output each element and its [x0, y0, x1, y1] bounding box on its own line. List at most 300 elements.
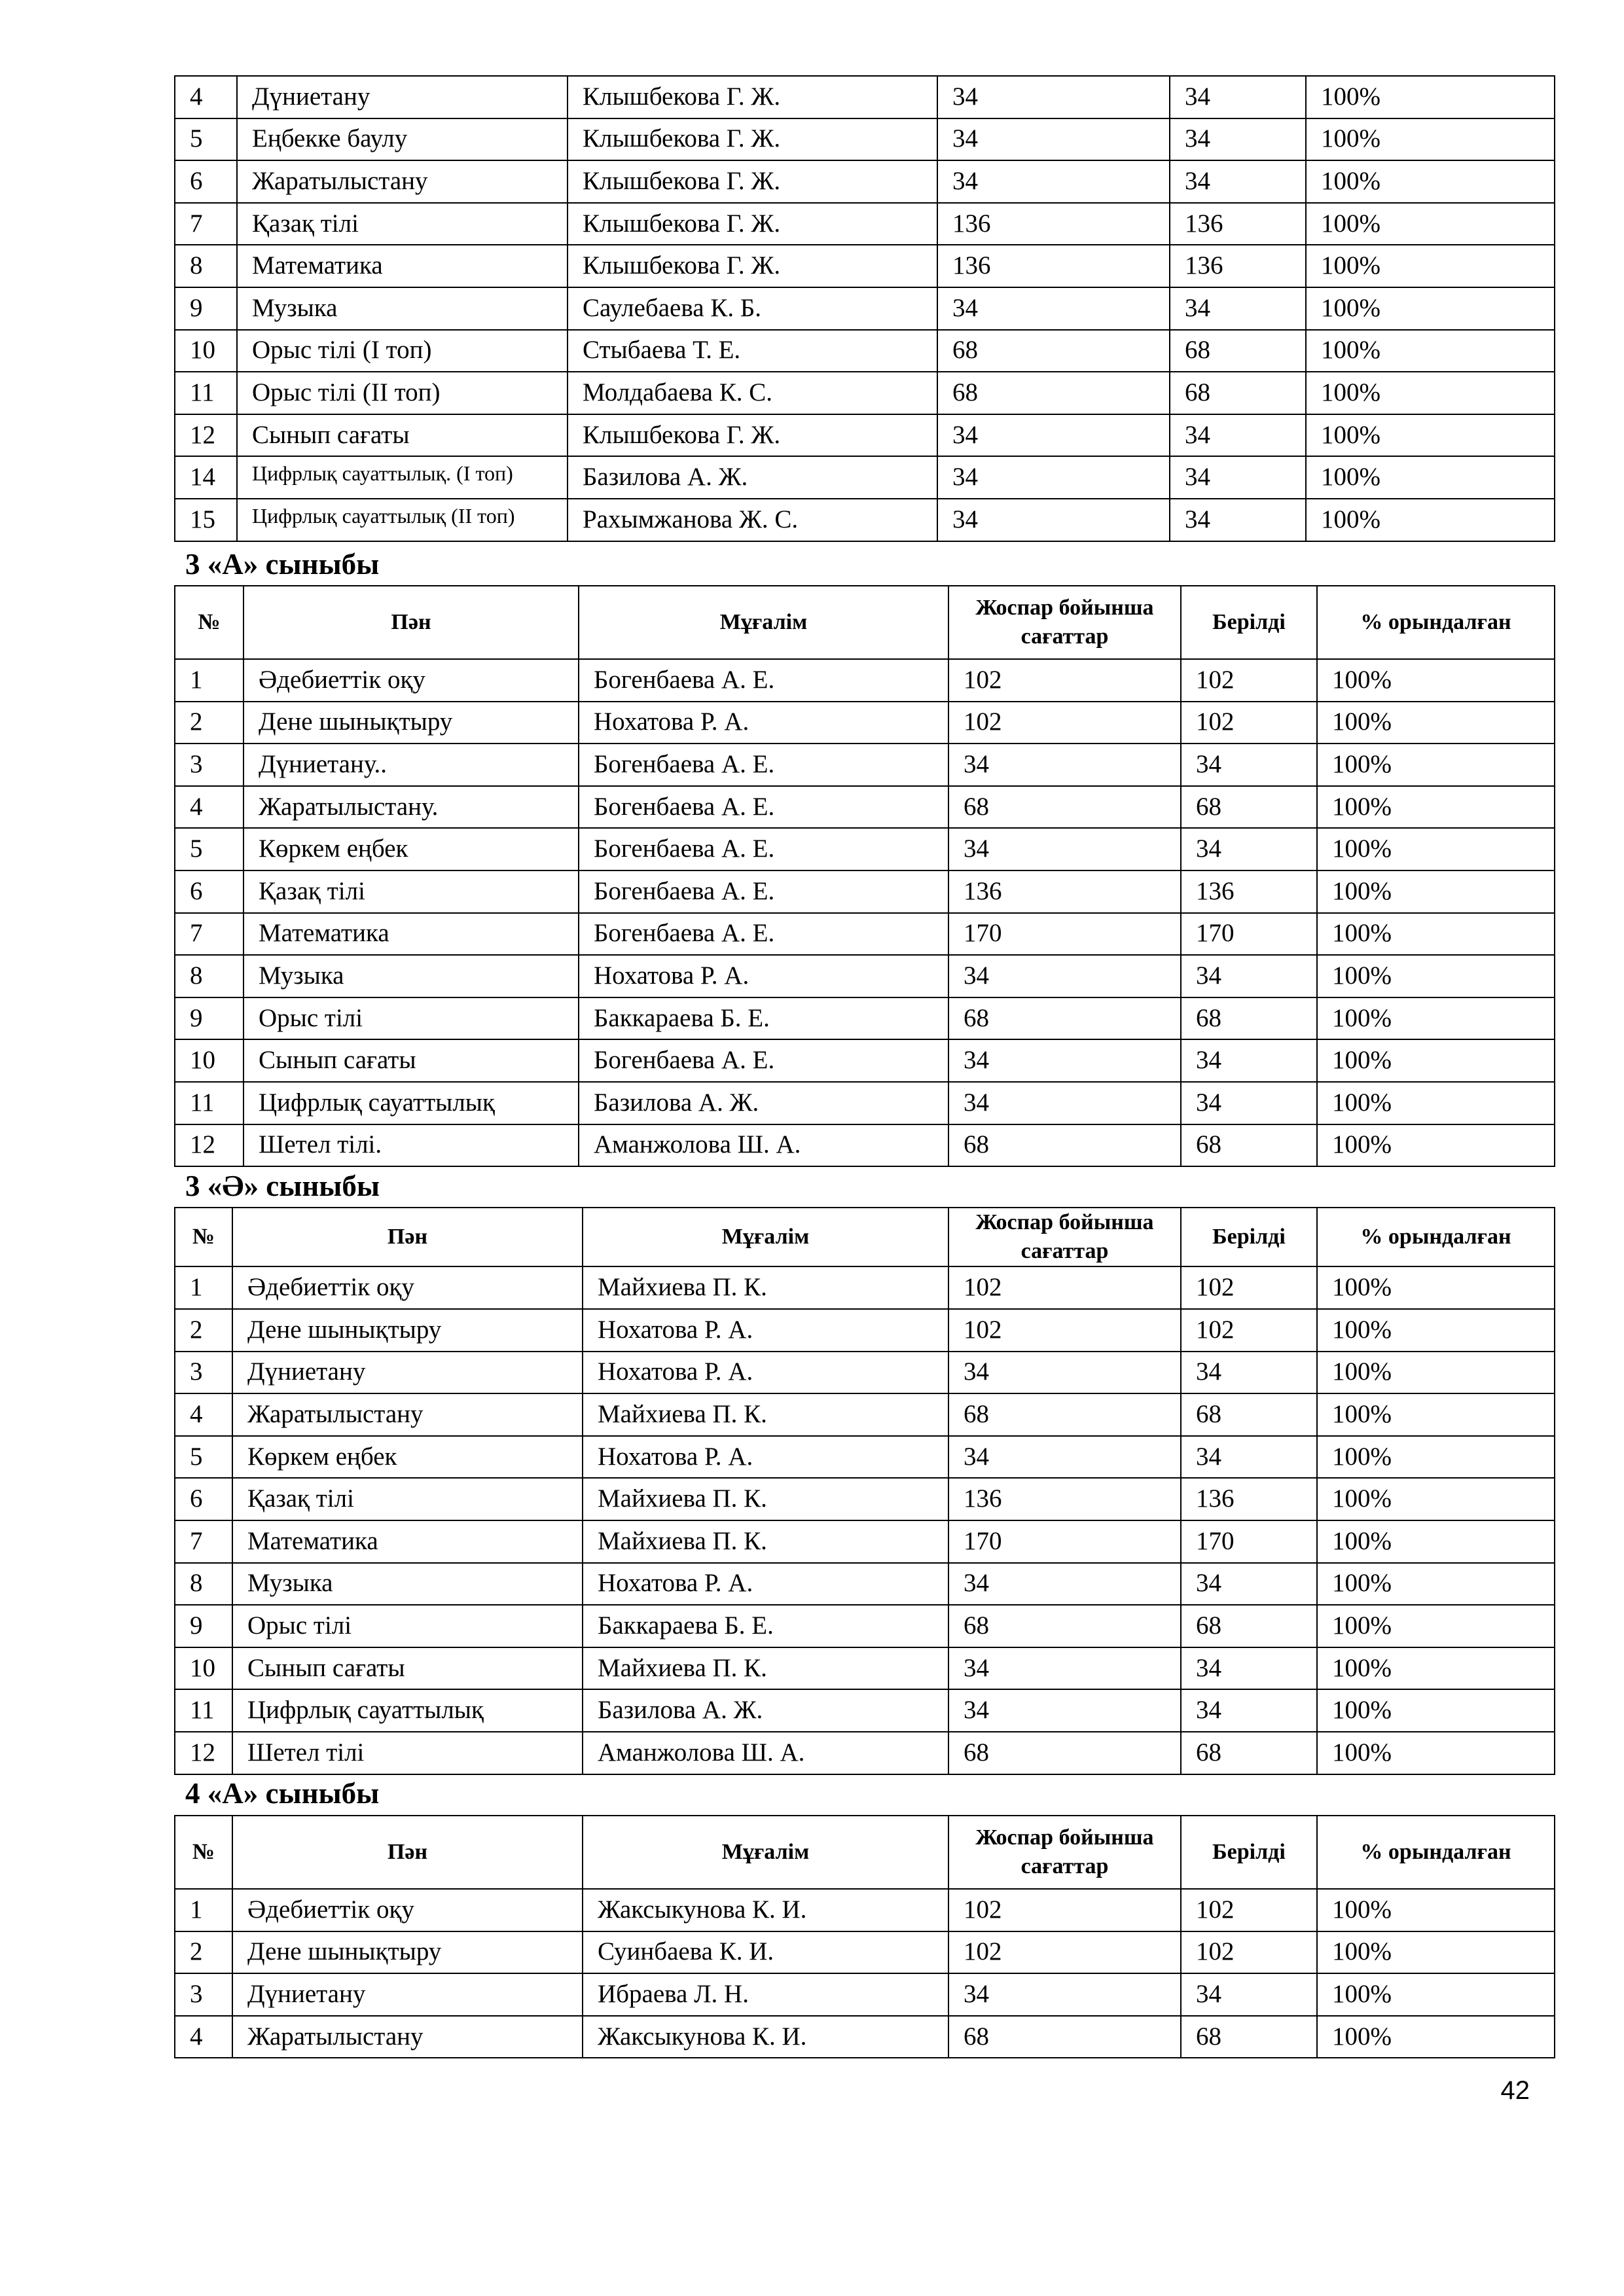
- percent-cell: 100%: [1317, 997, 1555, 1040]
- teacher-cell: Суинбаева К. И.: [583, 1931, 948, 1974]
- given-hours-cell: 102: [1181, 1889, 1317, 1931]
- table-row: [175, 1478, 1555, 1520]
- planned-hours-cell: 34: [948, 1352, 1181, 1394]
- row-number: 2: [175, 1931, 232, 1974]
- given-hours-cell: 34: [1181, 1647, 1317, 1690]
- teacher-cell: Клышбекова Г. Ж.: [568, 160, 937, 203]
- header-subject: Пән: [232, 1208, 583, 1266]
- subject-cell: Шетел тілі.: [244, 1124, 579, 1167]
- percent-cell: 100%: [1317, 1647, 1555, 1690]
- given-hours-cell: 34: [1170, 499, 1306, 541]
- given-hours-cell: 34: [1170, 118, 1306, 161]
- given-hours-cell: 102: [1181, 702, 1317, 744]
- given-hours-cell: 102: [1181, 1931, 1317, 1974]
- table-row: [175, 414, 1555, 457]
- percent-cell: 100%: [1317, 659, 1555, 702]
- given-hours-cell: 34: [1170, 414, 1306, 457]
- teacher-cell: Нохатова Р. А.: [583, 1309, 948, 1352]
- header-given: Берілді: [1181, 586, 1317, 659]
- percent-cell: 100%: [1317, 2016, 1555, 2058]
- class-table-body: [175, 1266, 1555, 1774]
- teacher-cell: Жаксыкунова К. И.: [583, 2016, 948, 2058]
- given-hours-cell: 34: [1181, 1973, 1317, 2016]
- subject-cell: Дене шынықтыру: [232, 1931, 583, 1974]
- teacher-cell: Майхиева П. К.: [583, 1647, 948, 1690]
- teacher-cell: Богенбаева А. Е.: [579, 1039, 948, 1082]
- row-number: 4: [175, 2016, 232, 2058]
- subject-cell: Көркем еңбек: [232, 1436, 583, 1479]
- subject-cell: Жаратылыстану: [232, 2016, 583, 2058]
- percent-cell: 100%: [1317, 702, 1555, 744]
- subject-cell: Музыка: [232, 1563, 583, 1605]
- planned-hours-cell: 136: [937, 245, 1170, 287]
- row-number: 7: [175, 1520, 232, 1563]
- planned-hours-cell: 34: [937, 499, 1170, 541]
- planned-hours-cell: 34: [948, 744, 1181, 786]
- planned-hours-cell: 68: [948, 2016, 1181, 2058]
- table-row: [175, 828, 1555, 870]
- table-row: [175, 287, 1555, 330]
- table-row: [175, 245, 1555, 287]
- planned-hours-cell: 34: [948, 1082, 1181, 1124]
- planned-hours-cell: 34: [948, 1647, 1181, 1690]
- planned-hours-cell: 34: [937, 414, 1170, 457]
- teacher-cell: Аманжолова Ш. А.: [583, 1732, 948, 1774]
- subject-cell: Сынып сағаты: [237, 414, 568, 457]
- table-row: [175, 1605, 1555, 1647]
- row-number: 9: [175, 997, 244, 1040]
- subject-cell: Еңбекке баулу: [237, 118, 568, 161]
- header-given: Берілді: [1181, 1208, 1317, 1266]
- given-hours-cell: 68: [1170, 330, 1306, 372]
- percent-cell: 100%: [1317, 913, 1555, 956]
- table-row: [175, 1520, 1555, 1563]
- table-row: [175, 1124, 1555, 1167]
- row-number: 11: [175, 1082, 244, 1124]
- percent-cell: 100%: [1317, 870, 1555, 913]
- percent-cell: 100%: [1306, 76, 1555, 118]
- table-row: [175, 1082, 1555, 1124]
- teacher-cell: Нохатова Р. А.: [579, 702, 948, 744]
- row-number: 1: [175, 1266, 232, 1309]
- continued-table-body: [175, 76, 1555, 541]
- given-hours-cell: 34: [1181, 1082, 1317, 1124]
- table-row: [175, 786, 1555, 829]
- given-hours-cell: 34: [1170, 160, 1306, 203]
- teacher-cell: Богенбаева А. Е.: [579, 659, 948, 702]
- header-teacher: Мұғалім: [583, 1816, 948, 1889]
- given-hours-cell: 136: [1170, 203, 1306, 245]
- planned-hours-cell: 34: [937, 160, 1170, 203]
- percent-cell: 100%: [1317, 1478, 1555, 1520]
- planned-hours-cell: 170: [948, 913, 1181, 956]
- header-planned-hours: Жоспар бойынша сағаттар: [948, 1816, 1181, 1889]
- teacher-cell: Базилова А. Ж.: [568, 456, 937, 499]
- percent-cell: 100%: [1306, 499, 1555, 541]
- row-number: 6: [175, 1478, 232, 1520]
- teacher-cell: Богенбаева А. Е.: [579, 828, 948, 870]
- teacher-cell: Клышбекова Г. Ж.: [568, 245, 937, 287]
- percent-cell: 100%: [1317, 1436, 1555, 1479]
- table-row: [175, 702, 1555, 744]
- percent-cell: 100%: [1306, 372, 1555, 414]
- planned-hours-cell: 34: [937, 287, 1170, 330]
- given-hours-cell: 136: [1181, 1478, 1317, 1520]
- row-number: 12: [175, 1732, 232, 1774]
- teacher-cell: Аманжолова Ш. А.: [579, 1124, 948, 1167]
- class-table: [174, 585, 1555, 1167]
- planned-hours-cell: 170: [948, 1520, 1181, 1563]
- planned-hours-cell: 102: [948, 659, 1181, 702]
- class-table-body: [175, 1889, 1555, 2058]
- given-hours-cell: 68: [1181, 997, 1317, 1040]
- teacher-cell: Ибраева Л. Н.: [583, 1973, 948, 2016]
- planned-hours-cell: 68: [948, 1124, 1181, 1167]
- subject-cell: Дүниетану: [232, 1352, 583, 1394]
- subject-cell: Орыс тілі: [232, 1605, 583, 1647]
- given-hours-cell: 170: [1181, 913, 1317, 956]
- given-hours-cell: 102: [1181, 1266, 1317, 1309]
- percent-cell: 100%: [1317, 1393, 1555, 1436]
- subject-cell: Музыка: [244, 955, 579, 997]
- table-row: [175, 160, 1555, 203]
- header-percent-completed: % орындалған: [1317, 586, 1555, 659]
- subject-cell: Жаратылыстану: [232, 1393, 583, 1436]
- row-number: 5: [175, 1436, 232, 1479]
- row-number: 9: [175, 287, 237, 330]
- teacher-cell: Майхиева П. К.: [583, 1520, 948, 1563]
- subject-cell: Математика: [244, 913, 579, 956]
- section-title: 3 «А» сыныбы: [185, 548, 380, 581]
- percent-cell: 100%: [1317, 1689, 1555, 1732]
- table-row: [175, 1563, 1555, 1605]
- table-row: [175, 499, 1555, 541]
- table-row: [175, 372, 1555, 414]
- header-percent-completed: % орындалған: [1317, 1816, 1555, 1889]
- row-number: 10: [175, 1039, 244, 1082]
- given-hours-cell: 34: [1170, 456, 1306, 499]
- given-hours-cell: 68: [1181, 2016, 1317, 2058]
- given-hours-cell: 68: [1181, 786, 1317, 829]
- table-row: [175, 203, 1555, 245]
- row-number: 3: [175, 744, 244, 786]
- given-hours-cell: 68: [1181, 1605, 1317, 1647]
- subject-cell: Көркем еңбек: [244, 828, 579, 870]
- given-hours-cell: 170: [1181, 1520, 1317, 1563]
- header-percent-completed: % орындалған: [1317, 1208, 1555, 1266]
- subject-cell: Орыс тілі (ІІ топ): [237, 372, 568, 414]
- given-hours-cell: 34: [1170, 76, 1306, 118]
- given-hours-cell: 136: [1181, 870, 1317, 913]
- planned-hours-cell: 102: [948, 1266, 1181, 1309]
- table-row: [175, 744, 1555, 786]
- teacher-cell: Клышбекова Г. Ж.: [568, 203, 937, 245]
- subject-cell: Цифрлық сауаттылық: [232, 1689, 583, 1732]
- header-given: Берілді: [1181, 1816, 1317, 1889]
- percent-cell: 100%: [1306, 160, 1555, 203]
- given-hours-cell: 34: [1181, 1436, 1317, 1479]
- subject-cell: Сынып сағаты: [244, 1039, 579, 1082]
- teacher-cell: Богенбаева А. Е.: [579, 870, 948, 913]
- percent-cell: 100%: [1317, 1309, 1555, 1352]
- given-hours-cell: 68: [1181, 1732, 1317, 1774]
- row-number: 1: [175, 659, 244, 702]
- teacher-cell: Базилова А. Ж.: [583, 1689, 948, 1732]
- planned-hours-cell: 136: [948, 870, 1181, 913]
- subject-cell: Цифрлық сауаттылық. (І топ): [237, 456, 568, 499]
- subject-cell: Цифрлық сауаттылық (ІІ топ): [237, 499, 568, 541]
- section-title: 4 «А» сыныбы: [185, 1777, 380, 1810]
- percent-cell: 100%: [1317, 1931, 1555, 1974]
- table-row: [175, 1309, 1555, 1352]
- row-number: 9: [175, 1605, 232, 1647]
- percent-cell: 100%: [1317, 1520, 1555, 1563]
- table-row: [175, 1732, 1555, 1774]
- subject-cell: Дүниетану: [237, 76, 568, 118]
- given-hours-cell: 136: [1170, 245, 1306, 287]
- given-hours-cell: 68: [1181, 1393, 1317, 1436]
- row-number: 10: [175, 1647, 232, 1690]
- header-number: №: [175, 586, 244, 659]
- given-hours-cell: 34: [1181, 1039, 1317, 1082]
- percent-cell: 100%: [1317, 955, 1555, 997]
- table-row: [175, 1436, 1555, 1479]
- table-row: [175, 1266, 1555, 1309]
- table-row: [175, 1889, 1555, 1931]
- row-number: 1: [175, 1889, 232, 1931]
- percent-cell: 100%: [1317, 1082, 1555, 1124]
- percent-cell: 100%: [1306, 330, 1555, 372]
- given-hours-cell: 102: [1181, 1309, 1317, 1352]
- teacher-cell: Рахымжанова Ж. С.: [568, 499, 937, 541]
- table-row: [175, 118, 1555, 161]
- row-number: 4: [175, 76, 237, 118]
- row-number: 12: [175, 1124, 244, 1167]
- subject-cell: Орыс тілі: [244, 997, 579, 1040]
- given-hours-cell: 34: [1170, 287, 1306, 330]
- row-number: 10: [175, 330, 237, 372]
- subject-cell: Жаратылыстану: [237, 160, 568, 203]
- percent-cell: 100%: [1317, 786, 1555, 829]
- percent-cell: 100%: [1306, 414, 1555, 457]
- subject-cell: Математика: [237, 245, 568, 287]
- teacher-cell: Базилова А. Ж.: [579, 1082, 948, 1124]
- header-number: №: [175, 1816, 232, 1889]
- percent-cell: 100%: [1306, 245, 1555, 287]
- given-hours-cell: 34: [1181, 1352, 1317, 1394]
- percent-cell: 100%: [1306, 287, 1555, 330]
- table-header: [175, 1816, 1555, 1889]
- row-number: 5: [175, 118, 237, 161]
- subject-cell: Цифрлық сауаттылық: [244, 1082, 579, 1124]
- planned-hours-cell: 136: [937, 203, 1170, 245]
- percent-cell: 100%: [1317, 1889, 1555, 1931]
- percent-cell: 100%: [1317, 1973, 1555, 2016]
- teacher-cell: Клышбекова Г. Ж.: [568, 76, 937, 118]
- subject-cell: Жаратылыстану.: [244, 786, 579, 829]
- planned-hours-cell: 102: [948, 702, 1181, 744]
- row-number: 11: [175, 372, 237, 414]
- planned-hours-cell: 68: [948, 1605, 1181, 1647]
- teacher-cell: Богенбаева А. Е.: [579, 786, 948, 829]
- teacher-cell: Жаксыкунова К. И.: [583, 1889, 948, 1931]
- table-row: [175, 997, 1555, 1040]
- percent-cell: 100%: [1317, 1605, 1555, 1647]
- row-number: 4: [175, 1393, 232, 1436]
- planned-hours-cell: 68: [948, 1732, 1181, 1774]
- class-table-body: [175, 659, 1555, 1166]
- table-row: [175, 1393, 1555, 1436]
- header-teacher: Мұғалім: [583, 1208, 948, 1266]
- teacher-cell: Баккараева Б. Е.: [579, 997, 948, 1040]
- table-row: [175, 955, 1555, 997]
- teacher-cell: Нохатова Р. А.: [583, 1352, 948, 1394]
- header-subject: Пән: [232, 1816, 583, 1889]
- subject-cell: Дүниетану..: [244, 744, 579, 786]
- teacher-cell: Саулебаева К. Б.: [568, 287, 937, 330]
- table-row: [175, 659, 1555, 702]
- given-hours-cell: 102: [1181, 659, 1317, 702]
- header-planned-hours: Жоспар бойынша сағаттар: [948, 586, 1181, 659]
- subject-cell: Орыс тілі (І топ): [237, 330, 568, 372]
- subject-cell: Математика: [232, 1520, 583, 1563]
- percent-cell: 100%: [1317, 1732, 1555, 1774]
- subject-cell: Қазақ тілі: [232, 1478, 583, 1520]
- row-number: 4: [175, 786, 244, 829]
- table-row: [175, 76, 1555, 118]
- row-number: 3: [175, 1352, 232, 1394]
- row-number: 7: [175, 913, 244, 956]
- row-number: 8: [175, 955, 244, 997]
- table-row: [175, 1647, 1555, 1690]
- planned-hours-cell: 34: [948, 1039, 1181, 1082]
- planned-hours-cell: 34: [937, 118, 1170, 161]
- percent-cell: 100%: [1306, 456, 1555, 499]
- row-number: 3: [175, 1973, 232, 2016]
- subject-cell: Шетел тілі: [232, 1732, 583, 1774]
- percent-cell: 100%: [1317, 1124, 1555, 1167]
- row-number: 6: [175, 160, 237, 203]
- header-planned-hours: Жоспар бойынша сағаттар: [948, 1208, 1181, 1266]
- header-subject: Пән: [244, 586, 579, 659]
- row-number: 6: [175, 870, 244, 913]
- teacher-cell: Стыбаева Т. Е.: [568, 330, 937, 372]
- planned-hours-cell: 34: [937, 456, 1170, 499]
- teacher-cell: Клышбекова Г. Ж.: [568, 118, 937, 161]
- planned-hours-cell: 34: [948, 828, 1181, 870]
- teacher-cell: Майхиева П. К.: [583, 1393, 948, 1436]
- planned-hours-cell: 34: [948, 1973, 1181, 2016]
- planned-hours-cell: 34: [948, 1436, 1181, 1479]
- teacher-cell: Богенбаева А. Е.: [579, 913, 948, 956]
- percent-cell: 100%: [1317, 1266, 1555, 1309]
- planned-hours-cell: 34: [937, 76, 1170, 118]
- planned-hours-cell: 68: [948, 997, 1181, 1040]
- percent-cell: 100%: [1317, 1563, 1555, 1605]
- subject-cell: Әдебиеттік оқу: [232, 1266, 583, 1309]
- subject-cell: Музыка: [237, 287, 568, 330]
- planned-hours-cell: 68: [948, 1393, 1181, 1436]
- row-number: 2: [175, 1309, 232, 1352]
- planned-hours-cell: 34: [948, 1563, 1181, 1605]
- page-number: 42: [1500, 2076, 1530, 2105]
- teacher-cell: Клышбекова Г. Ж.: [568, 414, 937, 457]
- teacher-cell: Баккараева Б. Е.: [583, 1605, 948, 1647]
- given-hours-cell: 34: [1181, 744, 1317, 786]
- header-number: №: [175, 1208, 232, 1266]
- table-row: [175, 1689, 1555, 1732]
- percent-cell: 100%: [1317, 828, 1555, 870]
- row-number: 14: [175, 456, 237, 499]
- percent-cell: 100%: [1317, 1039, 1555, 1082]
- row-number: 12: [175, 414, 237, 457]
- teacher-cell: Майхиева П. К.: [583, 1478, 948, 1520]
- teacher-cell: Майхиева П. К.: [583, 1266, 948, 1309]
- teacher-cell: Нохатова Р. А.: [579, 955, 948, 997]
- row-number: 8: [175, 1563, 232, 1605]
- row-number: 15: [175, 499, 237, 541]
- table-row: [175, 1931, 1555, 1974]
- table-row: [175, 2016, 1555, 2058]
- subject-cell: Сынып сағаты: [232, 1647, 583, 1690]
- given-hours-cell: 68: [1181, 1124, 1317, 1167]
- header-teacher: Мұғалім: [579, 586, 948, 659]
- percent-cell: 100%: [1306, 203, 1555, 245]
- teacher-cell: Нохатова Р. А.: [583, 1563, 948, 1605]
- planned-hours-cell: 68: [937, 372, 1170, 414]
- table-row: [175, 870, 1555, 913]
- planned-hours-cell: 136: [948, 1478, 1181, 1520]
- table-header: [175, 586, 1555, 659]
- planned-hours-cell: 102: [948, 1931, 1181, 1974]
- planned-hours-cell: 34: [948, 955, 1181, 997]
- given-hours-cell: 68: [1170, 372, 1306, 414]
- class-table: [174, 1207, 1555, 1775]
- subject-cell: Дүниетану: [232, 1973, 583, 2016]
- planned-hours-cell: 68: [948, 786, 1181, 829]
- percent-cell: 100%: [1306, 118, 1555, 161]
- table-row: [175, 456, 1555, 499]
- teacher-cell: Молдабаева К. С.: [568, 372, 937, 414]
- subject-cell: Қазақ тілі: [237, 203, 568, 245]
- planned-hours-cell: 102: [948, 1309, 1181, 1352]
- subject-cell: Дене шынықтыру: [232, 1309, 583, 1352]
- class-table: [174, 1815, 1555, 2058]
- percent-cell: 100%: [1317, 744, 1555, 786]
- row-number: 2: [175, 702, 244, 744]
- table-row: [175, 330, 1555, 372]
- given-hours-cell: 34: [1181, 1563, 1317, 1605]
- table-row: [175, 1039, 1555, 1082]
- subject-cell: Әдебиеттік оқу: [232, 1889, 583, 1931]
- row-number: 8: [175, 245, 237, 287]
- planned-hours-cell: 68: [937, 330, 1170, 372]
- continued-table: [174, 75, 1555, 542]
- subject-cell: Қазақ тілі: [244, 870, 579, 913]
- table-row: [175, 913, 1555, 956]
- subject-cell: Дене шынықтыру: [244, 702, 579, 744]
- row-number: 5: [175, 828, 244, 870]
- table-header: [175, 1208, 1555, 1266]
- table-row: [175, 1352, 1555, 1394]
- row-number: 11: [175, 1689, 232, 1732]
- teacher-cell: Нохатова Р. А.: [583, 1436, 948, 1479]
- given-hours-cell: 34: [1181, 828, 1317, 870]
- given-hours-cell: 34: [1181, 955, 1317, 997]
- row-number: 7: [175, 203, 237, 245]
- planned-hours-cell: 102: [948, 1889, 1181, 1931]
- percent-cell: 100%: [1317, 1352, 1555, 1394]
